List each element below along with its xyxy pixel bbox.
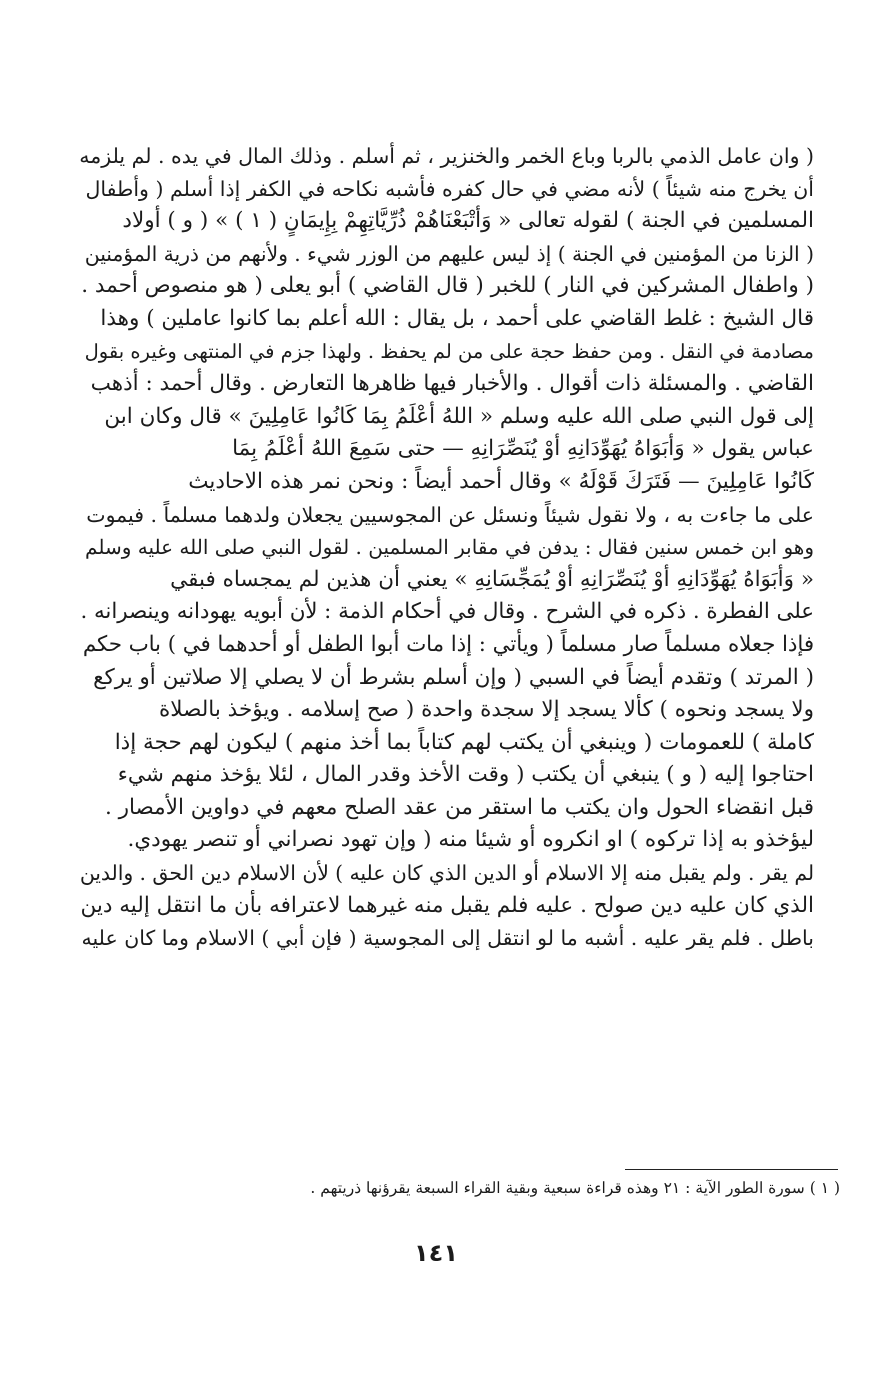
text-line: قال الشيخ : غلط القاضي على أحمد ، بل يقال : الله أعلم بما كانوا عاملين ) وهذا xyxy=(100,305,814,331)
text-line: المسلمين في الجنة ) لقوله تعالى « وَأَتْبَعْنَاهُمْ ذُرِّيَّاتِهِمْ بِإِيمَانٍ ( ١ ) » ( و ) أولاد xyxy=(122,208,814,234)
text-line: الذي كان عليه دين صولح . عليه فلم يقبل منه غيرهما لاعترافه بأن ما انتقل إليه دين xyxy=(80,892,814,918)
text-line: فإذا جعلاه مسلماً صار مسلماً ( ويأتي : إذا مات أبوا الطفل أو أحدهما في ) باب حكم xyxy=(82,631,814,657)
text-line: عباس يقول « وَأَبَوَاهُ يُهَوِّدَانِهِ أَوْ يُنَصِّرَانِهِ — حتى سَمِعَ اللهُ أَعْلَمُ بِمَا xyxy=(232,436,814,462)
footnote-divider xyxy=(625,1169,838,1170)
text-line: كَانُوا عَامِلِينَ — فَتَرَكَ قَوْلَهُ » وقال أحمد أيضاً : ونحن نمر هذه الاحاديث xyxy=(188,468,814,494)
text-line: على ما جاءت به ، ولا نقول شيئاً ونسئل عن المجوسيين يجعلان ولدهما مسلماً . فيموت xyxy=(86,502,814,527)
text-line: « وَأَبَوَاهُ يُهَوِّدَانِهِ أَوْ يُنَصِّرَانِهِ أَوْ يُمَجِّسَانِهِ » يعني أن هذين لم يمجساه فبقي xyxy=(170,566,814,592)
footnote: ( ١ ) سورة الطور الآية : ٢١ وهذه قراءة سبعية وبقية القراء السبعة يقرؤنها ذريتهم . xyxy=(310,1179,840,1197)
text-line: كاملة ) للعمومات ( وينبغي أن يكتب لهم كتاباً بما أخذ منهم ) ليكون لهم حجة إذا xyxy=(114,729,814,755)
text-line: مصادمة في النقل . ومن حفظ حجة على من لم يحفظ . ولهذا جزم في المنتهى وغيره بقول xyxy=(84,339,814,363)
text-line: لم يقر . ولم يقبل منه إلا الاسلام أو الدين الذي كان عليه ) لأن الاسلام دين الحق . والدين xyxy=(79,861,814,886)
text-line: أن يخرج منه شيئاً ) لأنه مضي في حال كفره فأشبه نكاحه في الكفر إذا أسلم ( وأطفال xyxy=(85,176,814,201)
text-line: ولا يسجد ونحوه ) كألا يسجد إلا سجدة واحدة ( صح إسلامه . ويؤخذ بالصلاة xyxy=(159,697,814,723)
text-line: وهو ابن خمس سنين فقال : يدفن في مقابر المسلمين . لقول النبي صلى الله عليه وسلم xyxy=(85,535,814,560)
text-line: ( وان عامل الذمي بالربا وباع الخمر والخنزير ، ثم أسلم . وذلك المال في يده . لم يلزمه xyxy=(79,144,814,168)
text-line: ( واطفال المشركين في النار ) للخبر ( قال القاضي ) أبو يعلى ( هو منصوص أحمد . xyxy=(81,273,814,299)
text-line: باطل . فلم يقر عليه . أشبه ما لو انتقل إلى المجوسية ( فإن أبي ) الاسلام وما كان عليه xyxy=(81,926,814,951)
text-line: احتاجوا إليه ( و ) ينبغي أن يكتب ( وقت الأخذ وقدر المال ، لئلا يؤخذ منهم شيء xyxy=(117,762,814,788)
text-line: ( الزنا من المؤمنين في الجنة ) إذ ليس عليهم من الوزر شيء . ولأنهم من ذرية المؤمنين xyxy=(84,241,814,266)
page-number: ١٤١ xyxy=(414,1239,458,1267)
text-line: ( المرتد ) وتقدم أيضاً في السبي ( وإن أسلم بشرط أن لا يصلي إلا صلاتين أو يركع xyxy=(93,664,814,690)
text-line: القاضي . والمسئلة ذات أقوال . والأخبار فيها ظاهرها التعارض . وقال أحمد : أذهب xyxy=(90,371,814,397)
text-line: إلى قول النبي صلى الله عليه وسلم « اللهُ أَعْلَمُ بِمَا كَانُوا عَامِلِينَ » قال وكان ابن xyxy=(104,403,814,429)
text-line: قبل انقضاء الحول وان يكتب ما استقر من عقد الصلح معهم في دواوين الأمصار . xyxy=(104,794,814,820)
text-line: ليؤخذو به إذا تركوه ) او انكروه أو شيئا منه ( وإن تهود نصراني أو تنصر يهودي. xyxy=(127,827,814,853)
body-text xyxy=(78,140,814,955)
text-line: على الفطرة . ذكره في الشرح . وقال في أحكام الذمة : لأن أبويه يهودانه وينصرانه . xyxy=(80,599,814,625)
